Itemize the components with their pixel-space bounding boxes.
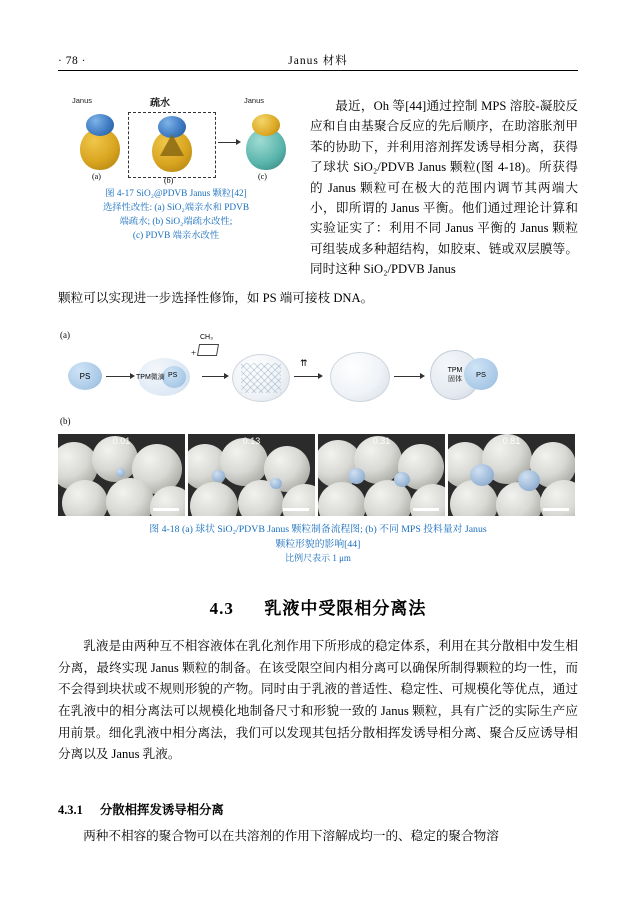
figure-4-17-label-right: Janus (244, 96, 265, 105)
figure-4-17-label-center: 疏水 (150, 98, 170, 109)
flow-arrow-3 (294, 376, 318, 377)
sem-value-4: 0.81 (502, 436, 521, 446)
scale-bar-1 (153, 508, 179, 511)
flow-label-ps: PS (79, 371, 91, 381)
figure-4-17-arrow-2-line (218, 142, 236, 143)
section-title: 乳液中受限相分离法 (264, 599, 427, 618)
figure-4-17-arrow-2-head (236, 139, 241, 145)
flow-label-ch3: CH₃ (200, 334, 213, 341)
flow-arrow-4-head (420, 373, 425, 379)
flow-arrow-1-head (130, 373, 135, 379)
flow-arrow-4 (394, 376, 420, 377)
flow-label-tpm-solid-1: TPM (447, 366, 463, 374)
right-column-paragraph: 最近，Oh 等[44]通过控制 MPS 溶胶-凝胶反应和自由基聚合反应的先后顺序，在助溶胀剂甲苯的协助下，并利用溶剂挥发诱导相分离，获得了球状 SiO₂/PDVB Janus 颗粒(图 4-18)。所获得的 Janus 颗粒可在极大的范围内调节其两端大小，即所谓的 Janus 平衡。他们通过理论计算和实验证实了：利用不同 Janus 平衡的 Janus 颗粒可组装成多种超结构，如胶束、链或双层膜等。同时这种 SiO₂/PDVB Janus (310, 99, 578, 277)
scale-bar-4 (543, 508, 569, 511)
scale-bar-3 (413, 508, 439, 511)
condition-arrows-icon: ⇈ (300, 358, 308, 368)
figure-4-17-column (58, 96, 294, 244)
figure-4-17-sublabel-b: (b) (164, 176, 174, 185)
right-text-column (310, 96, 578, 280)
figure-4-18 (58, 330, 578, 566)
figure-4-18-caption-line-1: 图 4-18 (a) 球状 SiO₂/PDVB Janus 颗粒制备流程图; (b) 不同 MPS 投料量对 Janus (149, 524, 487, 535)
sem-image-1 (58, 434, 185, 516)
figure-4-18-tag-b: (b) (60, 416, 71, 426)
subsection-heading (58, 800, 578, 818)
plus-icon: + (191, 348, 197, 358)
figure-4-18-caption (58, 522, 578, 566)
subsection-number: 4.3.1 (58, 803, 83, 817)
continuation-line: 颗粒可以实现进一步选择性修饰，如 PS 端可接枝 DNA。 (58, 291, 374, 305)
figure-4-17-particle-c (242, 114, 290, 172)
figure-4-18-tag-a: (a) (60, 330, 70, 340)
flow-step-janus (430, 348, 508, 404)
sem-image-2 (188, 434, 315, 516)
figure-4-18-caption-line-2: 颗粒形貌的影响[44] (275, 539, 361, 551)
flow-step-intermediate (330, 352, 390, 402)
sem-image-3 (318, 434, 445, 516)
figure-4-17-caption-line-4: (c) PDVB 端亲水改性 (132, 230, 220, 241)
figure-4-17-caption-line-1: 图 4-17 SiO₂@PDVB Janus 颗粒[42] (105, 189, 247, 199)
sem-image-row (58, 434, 578, 516)
flow-step-ps (68, 358, 108, 394)
subsection-body (58, 826, 578, 848)
figure-4-17-label-left: Janus (72, 96, 93, 105)
sem-value-3: 0.31 (372, 436, 391, 446)
flow-arrow-2 (202, 376, 224, 377)
header-divider (58, 70, 578, 71)
section-heading (58, 594, 578, 619)
figure-4-17-caption (58, 188, 294, 244)
monomer-icon (197, 344, 219, 356)
flow-label-tpm-solid-2: 固体 (448, 375, 462, 383)
flow-label-ps-3: PS (475, 369, 486, 379)
page-number: · 78 · (58, 55, 86, 67)
flow-arrow-2-head (224, 373, 229, 379)
figure-4-17-sublabel-a: (a) (92, 172, 101, 181)
flow-arrow-3-head (318, 373, 323, 379)
figure-4-18-caption-line-3: 比例尺表示 1 μm (285, 553, 351, 564)
scale-bar-2 (283, 508, 309, 511)
figure-4-17-sublabel-c: (c) (258, 172, 267, 181)
figure-4-17-graphic (58, 96, 294, 184)
figure-4-17-caption-line-3: 端疏水; (b) SiO₂端疏水改性; (119, 216, 233, 227)
sem-image-4 (448, 434, 575, 516)
flow-label-ps-2: PS (168, 372, 178, 379)
flow-arrow-1 (106, 376, 130, 377)
header-title: Janus 材料 (288, 55, 348, 67)
sem-value-2: 0.13 (242, 436, 261, 446)
figure-4-18-panel-a (58, 330, 578, 416)
figure-4-17-particle-a (76, 114, 124, 172)
flow-step-swollen (232, 354, 290, 402)
sem-value-1: 0.01 (112, 436, 131, 446)
section-body (58, 636, 578, 766)
subsection-title: 分散相挥发诱导相分离 (99, 803, 224, 817)
section-number: 4.3 (209, 599, 234, 618)
figure-4-17-caption-line-2: 选择性改性: (a) SiO₂端亲水和 PDVB (102, 202, 250, 213)
figure-4-17-particle-b (148, 116, 196, 174)
page-header (58, 52, 578, 68)
flow-label-tpm-droplet: TPM微滴 (136, 374, 165, 381)
subsection-paragraph: 两种不相容的聚合物可以在共溶剂的作用下溶解成均一的、稳定的聚合物溶 (83, 829, 499, 843)
section-paragraph: 乳液是由两种互不相容液体在乳化剂作用下所形成的稳定体系，利用在其分散相中发生相分离，最终实现 Janus 颗粒的制备。在该受限空间内相分离可以确保所制得颗粒的均一性，而不会得到块状或不规则形貌的产物。同时由于乳液的普适性、稳定性、可规模化等优点，通过在乳液中的相分离法可以规模化地制备尺寸和形貌一致的 Janus 颗粒，具有广泛的实际生产应用前景。细化乳液中相分离法，我们可以发现其包括分散相挥发诱导相分离、聚合反应诱导相分离以及 Janus 乳液。 (58, 639, 578, 762)
flow-step-tpm-droplet (138, 354, 196, 398)
